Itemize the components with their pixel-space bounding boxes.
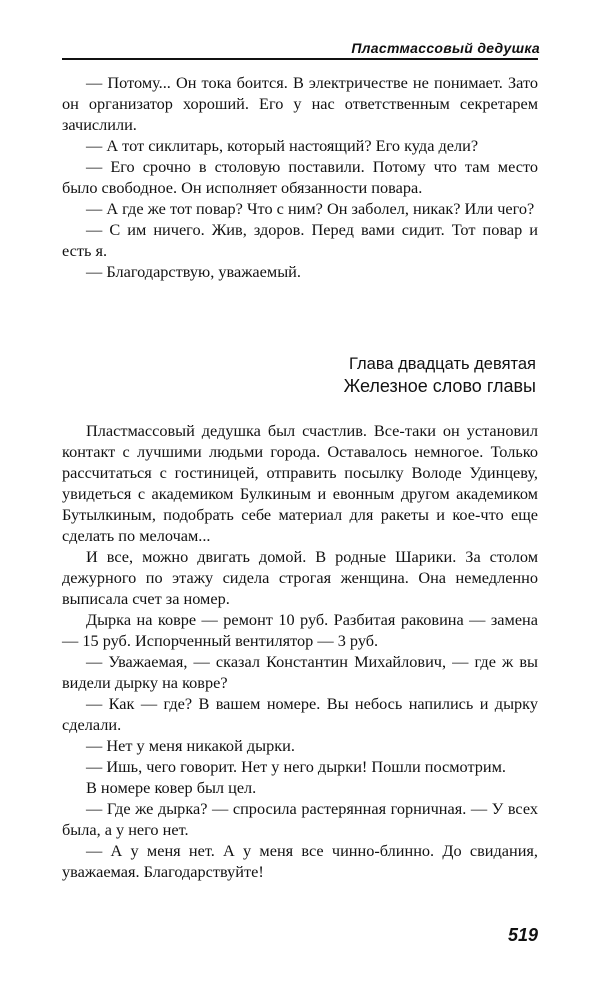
chapter-title: Железное слово главы xyxy=(343,376,536,396)
paragraph: — Нет у меня никакой дырки. xyxy=(86,736,295,755)
running-header: Пластмассовый дедушка xyxy=(351,40,540,56)
paragraph: — Уважаемая, — сказал Константин Михайлович, — где ж вы видели дырку на ковре? xyxy=(62,652,538,692)
paragraph: Дырка на ковре — ремонт 10 руб. Разбитая раковина — замена — 15 руб. Испорченный вентилятор — 3 руб. xyxy=(62,610,538,650)
paragraph: — А тот сиклитарь, который настоящий? Его куда дели? xyxy=(86,136,479,155)
paragraph: В номере ковер был цел. xyxy=(86,778,257,797)
header-rule xyxy=(62,58,538,60)
paragraph: — Ишь, чего говорит. Нет у него дырки! Пошли посмотрим. xyxy=(86,757,507,776)
paragraph: И все, можно двигать домой. В родные Шарики. За столом дежурного по этажу сидела строгая женщина. Она немедленно выписала счет за номер. xyxy=(62,547,538,608)
paragraph: Пластмассовый дедушка был счастлив. Все-таки он установил контакт с лучшими людьми города. Оставалось немногое. Только рассчитаться с гостиницей, отправить посылку Володе Удинцеву, увидеться с академиком Булкиным и евонным другом академиком Бутылкиным, подобрать себе материал для ракеты и кое-что еще сделать по мелочам... xyxy=(62,421,538,545)
dialogue-block xyxy=(62,72,538,282)
paragraph: — Благодарствую, уважаемый. xyxy=(86,262,301,281)
chapter-text-block xyxy=(62,420,538,882)
paragraph: — Как — где? В вашем номере. Вы небось напились и дырку сделали. xyxy=(62,694,538,734)
paragraph: — Где же дырка? — спросила растерянная горничная. — У всех была, а у него нет. xyxy=(62,799,538,839)
paragraph: — С им ничего. Жив, здоров. Перед вами сидит. Тот повар и есть я. xyxy=(62,220,538,260)
chapter-number: Глава двадцать девятая xyxy=(349,355,536,373)
paragraph: — А где же тот повар? Что с ним? Он заболел, никак? Или чего? xyxy=(86,199,535,218)
page-number: 519 xyxy=(507,925,538,945)
paragraph: — Его срочно в столовую поставили. Потому что там место было свободное. Он исполняет обязанности повара. xyxy=(62,157,538,197)
paragraph: — А у меня нет. А у меня все чинно-блинно. До свидания, уважаемая. Благодарствуйте! xyxy=(62,841,538,881)
paragraph: — Потому... Он тока боится. В электричестве не понимает. Зато он организатор хороший. Его у нас ответственным секретарем зачислили. xyxy=(62,73,538,134)
